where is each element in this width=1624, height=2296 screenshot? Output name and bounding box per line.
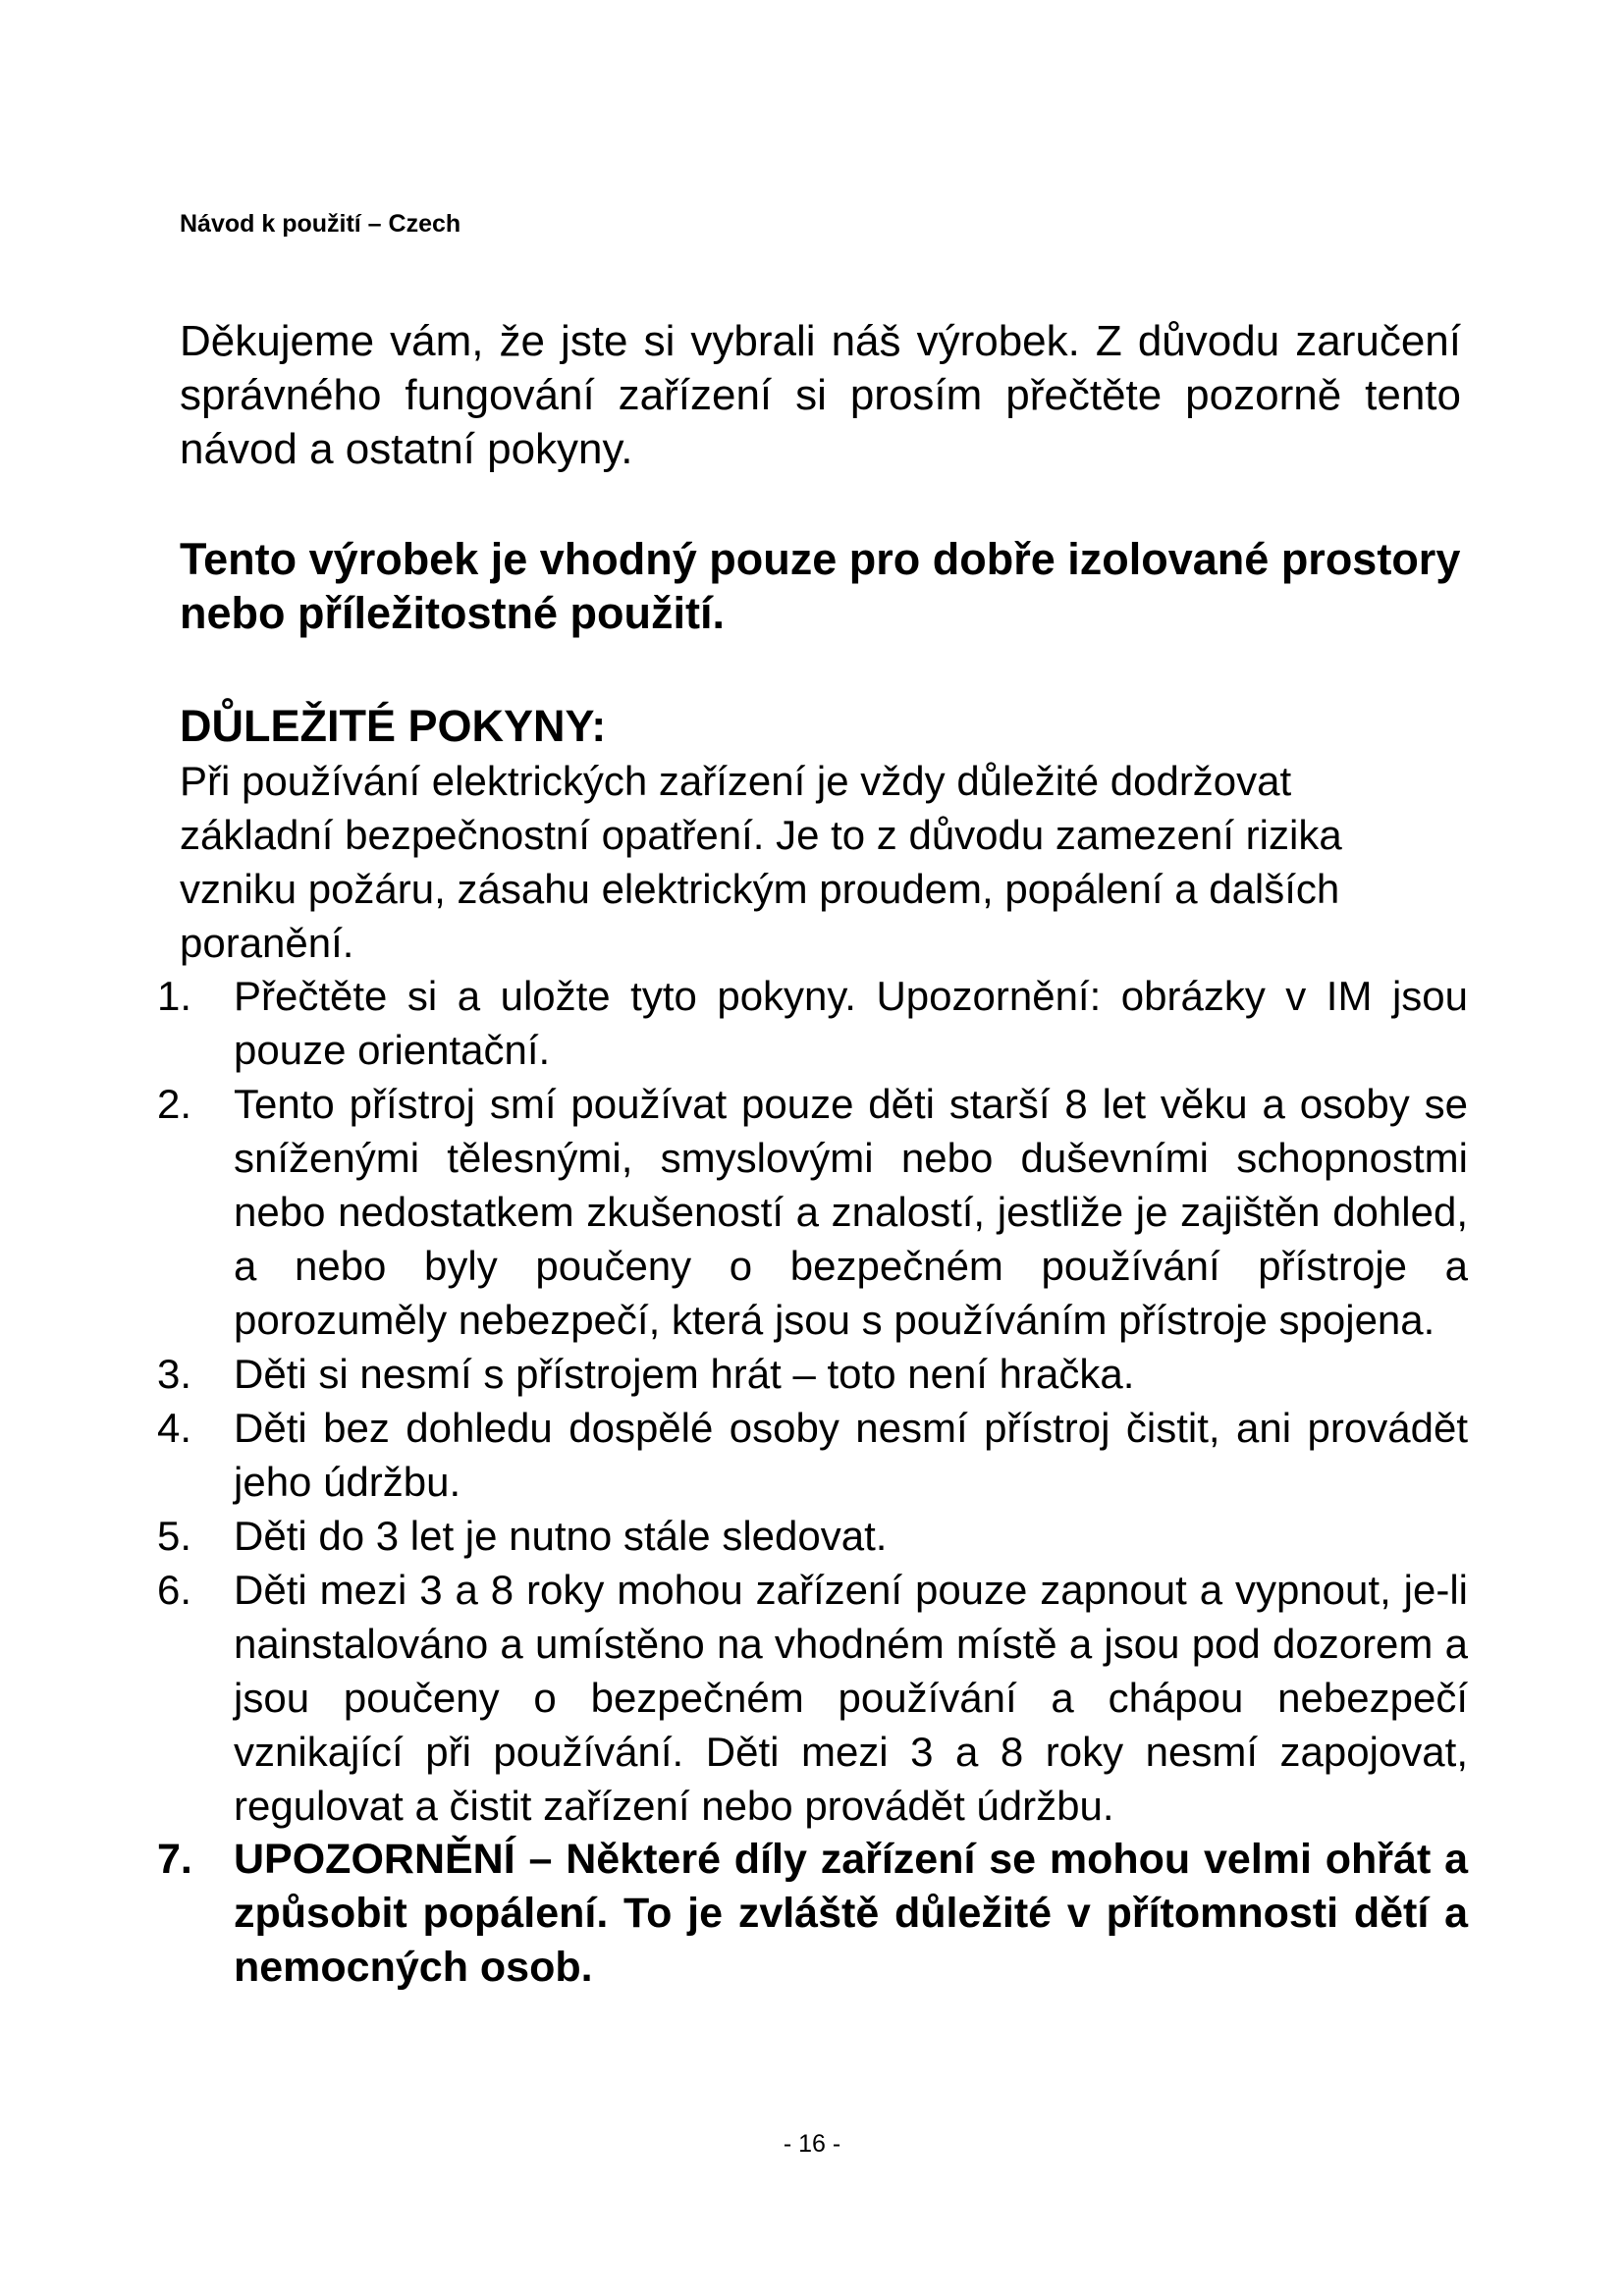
item-text: Tento přístroj smí používat pouze děti starší 8 let věku a osoby se sníženými tělesnými, smyslovými nebo duševními schopnostmi nebo nedostatkem zkušeností a znalostí, jestliže je zajištěn dohled, a nebo byly poučeny o bezpečném používání přístroje a porozuměly nebezpečí, která jsou s používáním přístroje spojena. [234,1081,1468,1343]
item-number: 5. [157,1513,192,1559]
item-number: 7. [157,1836,192,1883]
item-text: Děti mezi 3 a 8 roky mohou zařízení pouze zapnout a vypnout, je-li nainstalováno a umístěno na vhodném místě a jsou pod dozorem a jsou poučeny o bezpečném používání a chápou nebezpečí vznikající při používání. Děti mezi 3 a 8 roky nesmí zapojovat, regulovat a čistit zařízení nebo provádět údržbu. [234,1567,1468,1829]
usage-notice: Tento výrobek je vhodný pouze pro dobře izolované prostory nebo příležitostné použití. [180,534,1461,638]
section-heading: DŮLEŽITÉ POKYNY: [180,701,607,751]
item-number: 4. [157,1405,192,1451]
item-number: 6. [157,1567,192,1613]
item-number: 1. [157,973,192,1019]
item-text: UPOZORNĚNÍ – Některé díly zařízení se mohou velmi ohřát a způsobit popálení. To je zvláště důležité v přítomnosti dětí a nemocných osob. [234,1836,1468,1991]
item-text: Děti bez dohledu dospělé osoby nesmí přístroj čistit, ani provádět jeho údržbu. [234,1405,1468,1505]
warning-item [157,1833,1468,1995]
document-header: Návod k použití – Czech [180,210,461,238]
list-item [157,1509,1468,1563]
list-item [157,1563,1468,1833]
item-text: Přečtěte si a uložte tyto pokyny. Upozornění: obrázky v IM jsou pouze orientační. [234,973,1468,1073]
page-number: - 16 - [783,2130,841,2158]
list-item [157,1401,1468,1509]
item-text: Děti do 3 let je nutno stále sledovat. [234,1513,888,1559]
list-item [157,1347,1468,1401]
intro-paragraph: Děkujeme vám, že jste si vybrali náš výrobek. Z důvodu zaručení správného fungování zařízení si prosím přečtěte pozorně tento návod a ostatní pokyny. [180,317,1461,473]
item-number: 2. [157,1081,192,1127]
item-number: 3. [157,1351,192,1397]
list-item [157,1077,1468,1347]
instruction-list [157,969,1468,1995]
item-text: Děti si nesmí s přístrojem hrát – toto není hračka. [234,1351,1135,1397]
list-item [157,969,1468,1077]
section-intro: Při používání elektrických zařízení je vždy důležité dodržovat základní bezpečnostní opatření. Je to z důvodu zamezení rizika vzniku požáru, zásahu elektrickým proudem, popálení a dalších poranění. [180,758,1342,966]
